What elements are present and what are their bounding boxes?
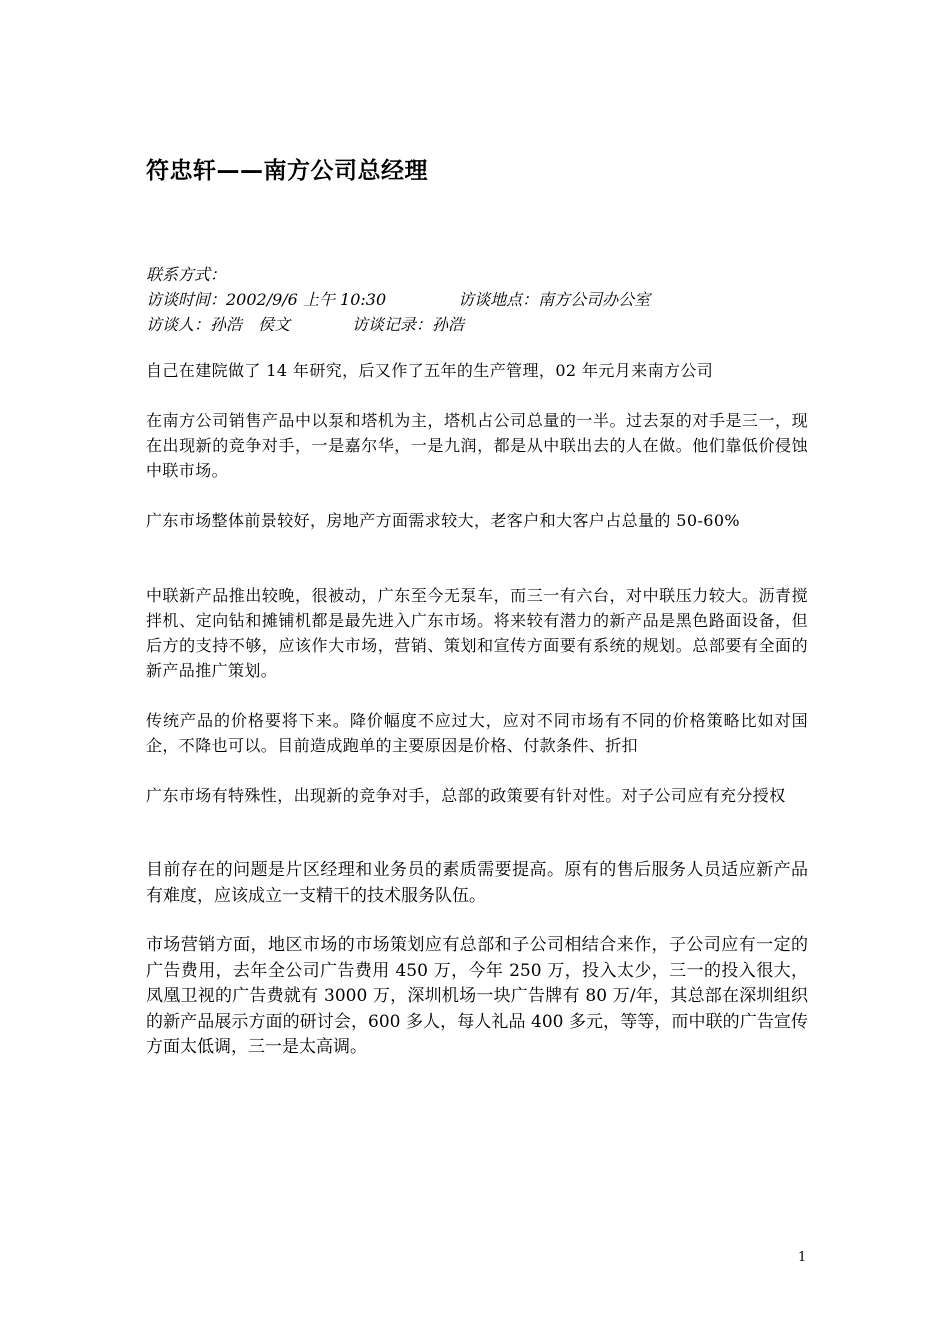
interview-time: 访谈时间：2002/9/6 上午 10:30: [146, 290, 387, 309]
interviewer: 访谈人：孙浩 侯文: [146, 315, 291, 334]
time-place-line: [146, 287, 650, 312]
contact-line: 联系方式：: [146, 265, 227, 284]
page-title: 符忠轩——南方公司总经理: [146, 158, 428, 184]
paragraph-8: 市场营销方面，地区市场的市场策划应有总部和子公司相结合来作，子公司应有一定的广告费用，去年全公司广告费用 450 万，今年 250 万，投入太少，三一的投入很大，凤凰卫视的广告费就有 3000 万，深圳机场一块广告牌有 80 万/年，其总部在深圳组织的新产品展示方面的研讨会，600 多人，每人礼品 400 多元，等等，而中联的广告宣传方面太低调，三一是太高调。: [146, 935, 808, 1057]
paragraph-4: 中联新产品推出较晚，很被动，广东至今无泵车，而三一有六台，对中联压力较大。沥青搅拌机、定向钻和摊铺机都是最先进入广东市场。将来较有潜力的新产品是黑色路面设备，但后方的支持不够，应该作大市场，营销、策划和宣传方面要有系统的规划。总部要有全面的新产品推广策划。: [146, 586, 808, 680]
interview-place: 访谈地点：南方公司办公室: [458, 290, 651, 309]
paragraph-2: 在南方公司销售产品中以泵和塔机为主，塔机占公司总量的一半。过去泵的对手是三一，现在出现新的竞争对手，一是嘉尔华，一是九润，都是从中联出去的人在做。他们靠低价侵蚀中联市场。: [146, 411, 808, 480]
people-line: [146, 312, 650, 337]
page-number: 1: [798, 1250, 807, 1265]
paragraph-1: 自己在建院做了 14 年研究，后又作了五年的生产管理，02 年元月来南方公司: [146, 361, 714, 380]
recorder: 访谈记录：孙浩: [352, 315, 465, 334]
paragraph-7: 目前存在的问题是片区经理和业务员的素质需要提高。原有的售后服务人员适应新产品有难度，应该成立一支精干的技术服务队伍。: [146, 860, 808, 906]
paragraph-3: 广东市场整体前景较好，房地产方面需求较大，老客户和大客户占总量的 50-60%: [146, 511, 741, 530]
paragraph-6: 广东市场有特殊性，出现新的竞争对手，总部的政策要有针对性。对子公司应有充分授权: [146, 786, 786, 805]
paragraph-5: 传统产品的价格要将下来。降价幅度不应过大，应对不同市场有不同的价格策略比如对国企，不降也可以。目前造成跑单的主要原因是价格、付款条件、折扣: [146, 711, 808, 755]
interview-meta: [146, 262, 650, 337]
